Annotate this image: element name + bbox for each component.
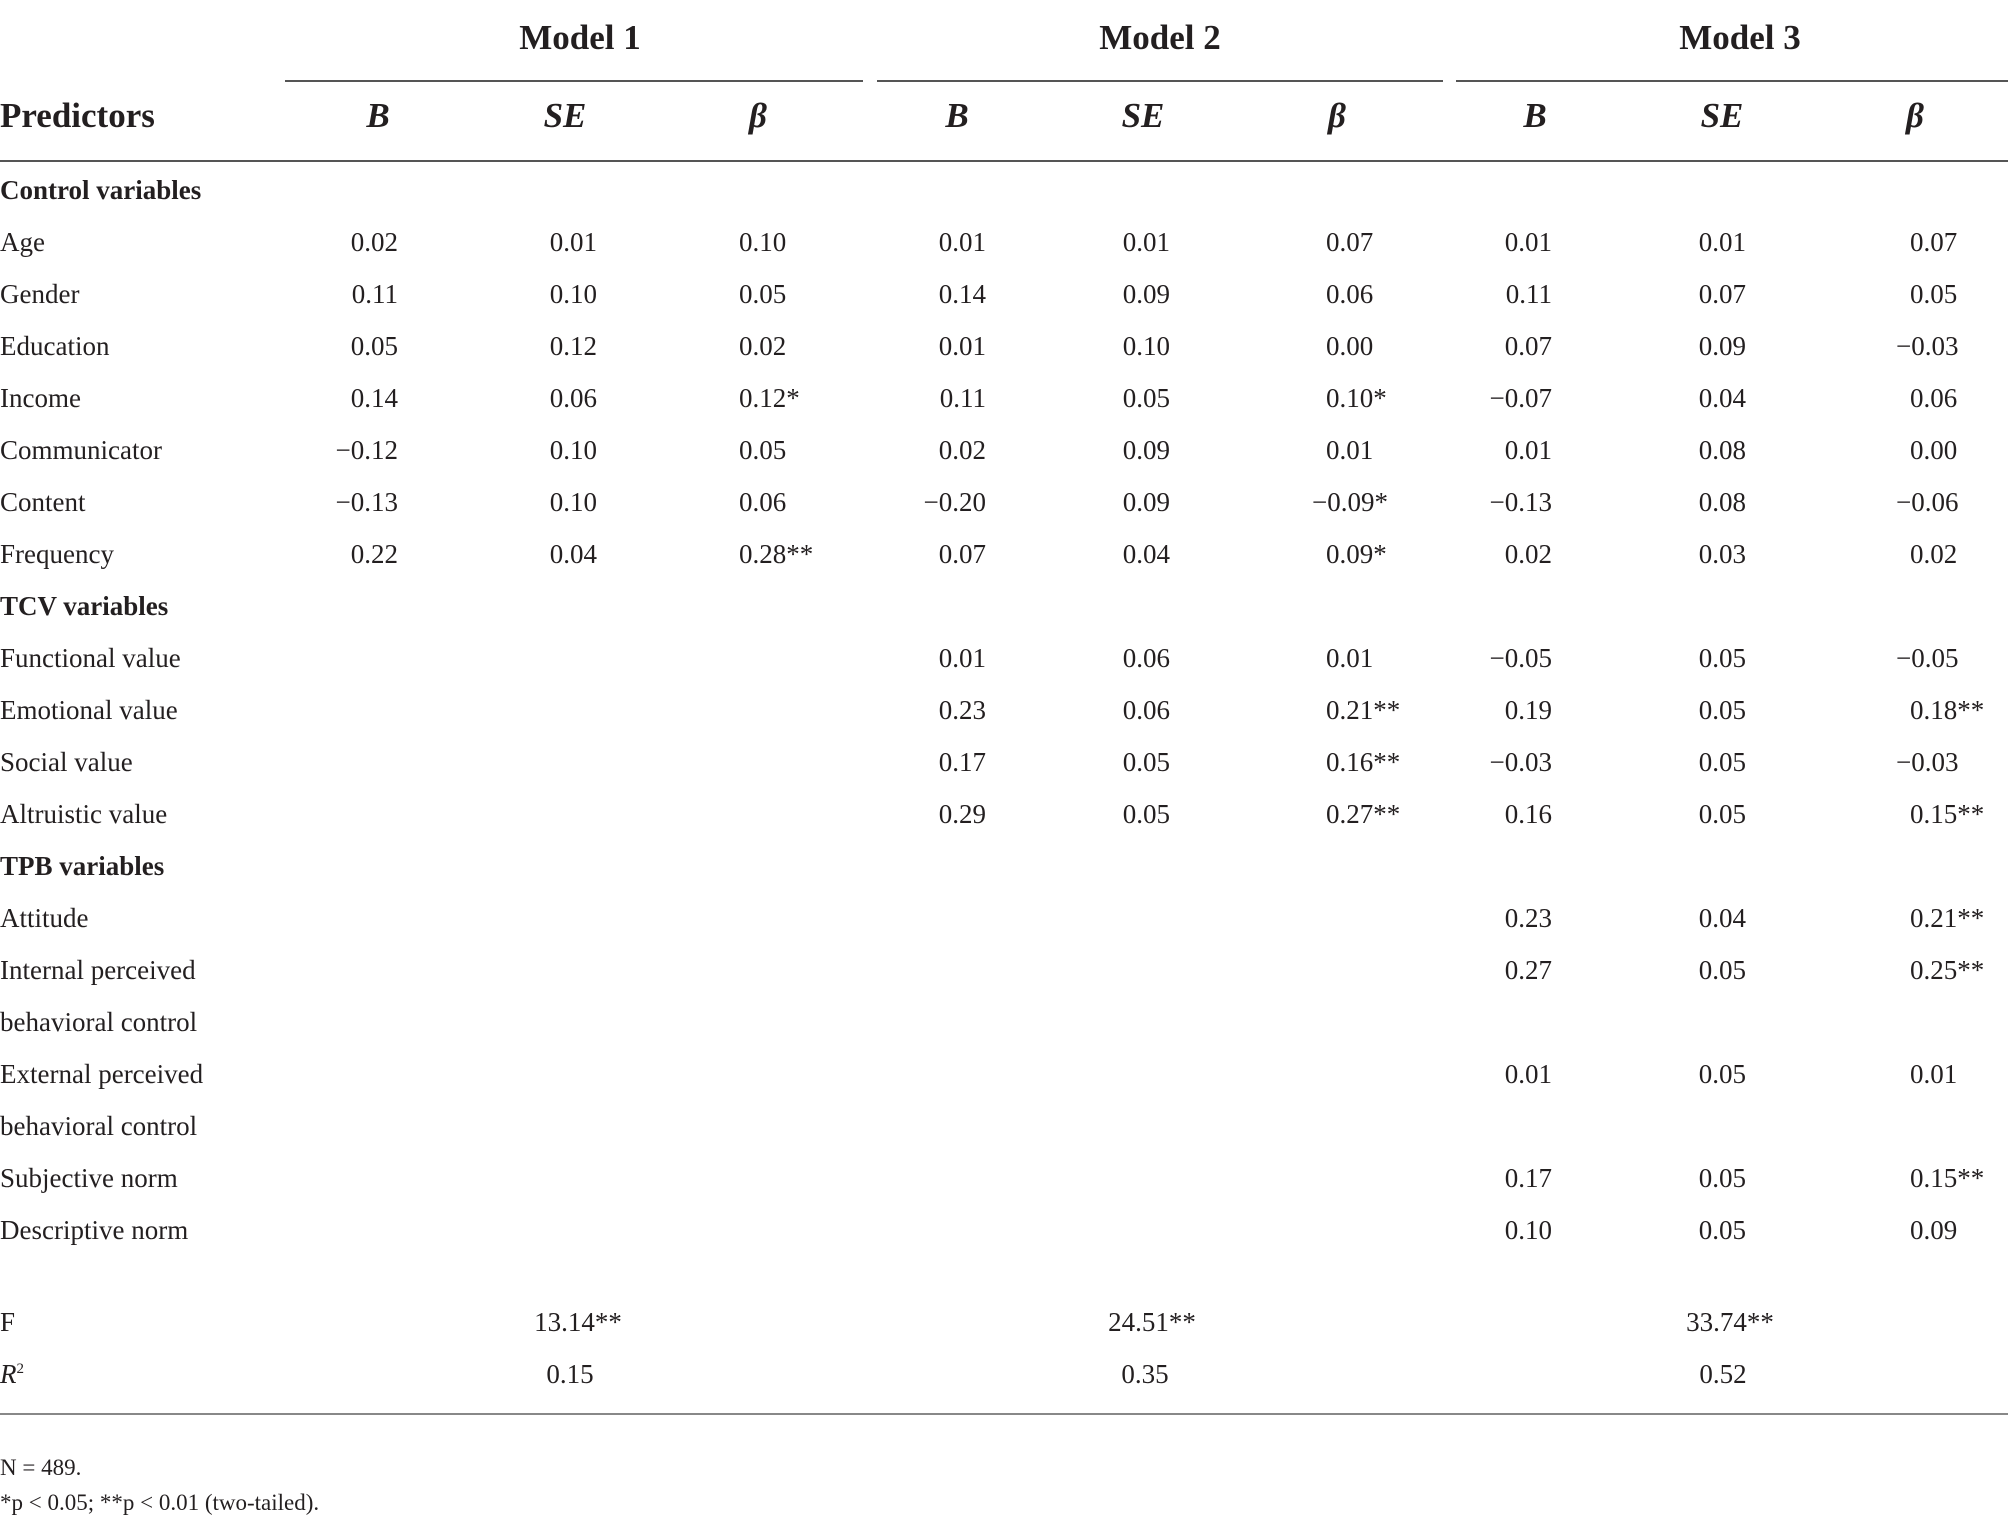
cell-beta-model-3: 0.18** [1910, 695, 1985, 725]
cell-se-model-2: 0.05 [1122, 383, 1170, 413]
r2-label: $R^2$ [0, 1359, 24, 1389]
cell-beta-model-2: 0.07 [1326, 227, 1374, 257]
cell-beta-model-3: 0.01 [1910, 1059, 1958, 1089]
cell-b-model-1: 0.05 [350, 331, 398, 361]
significance-note: *p < 0.05; **p < 0.01 (two-tailed). [0, 1490, 320, 1515]
row-label: Communicator [0, 435, 162, 465]
row-label: Income [0, 383, 81, 413]
row-label: Functional value [0, 643, 181, 673]
r2-row [0, 1349, 2008, 1401]
cell-se-model-3: 0.09 [1698, 331, 1746, 361]
sample-size-note: N = 489. [0, 1455, 82, 1480]
cell-b-model-3: 0.01 [1504, 1059, 1552, 1089]
model-3-header: Model 3 [1679, 18, 1801, 57]
table-row [0, 425, 2008, 477]
r2-value-model-3: 0.52 [1699, 1359, 1747, 1389]
cell-se-model-3: 0.08 [1698, 487, 1746, 517]
row-label: Age [0, 227, 45, 257]
cell-b-model-1: −0.13 [335, 487, 398, 517]
f-label: F [0, 1307, 16, 1337]
col-header-beta-model-3: β [1906, 96, 1924, 135]
cell-beta-model-3: −0.06 [1896, 487, 1959, 517]
cell-b-model-3: −0.13 [1489, 487, 1552, 517]
cell-se-model-2: 0.10 [1122, 331, 1170, 361]
cell-beta-model-3: 0.15** [1910, 799, 1985, 829]
cell-se-model-3: 0.05 [1698, 1215, 1746, 1245]
cell-b-model-3: 0.01 [1504, 435, 1552, 465]
cell-se-model-2: 0.09 [1122, 487, 1170, 517]
cell-se-model-3: 0.07 [1698, 279, 1746, 309]
model-2-header: Model 2 [1099, 18, 1221, 57]
section-row [0, 165, 2008, 217]
cell-se-model-3: 0.03 [1698, 539, 1746, 569]
cell-beta-model-2: 0.01 [1326, 435, 1374, 465]
cell-b-model-3: 0.17 [1504, 1163, 1552, 1193]
cell-se-model-2: 0.01 [1122, 227, 1170, 257]
f-value-model-3: 33.74** [1686, 1307, 1774, 1337]
cell-b-model-2: 0.23 [938, 695, 986, 725]
col-header-beta-model-2: β [1328, 96, 1346, 135]
cell-se-model-3: 0.05 [1698, 747, 1746, 777]
model-1-header: Model 1 [519, 18, 641, 57]
cell-b-model-3: −0.03 [1489, 747, 1552, 777]
table-row [0, 893, 2008, 945]
cell-beta-model-3: 0.25** [1910, 955, 1985, 985]
cell-beta-model-3: 0.05 [1910, 279, 1958, 309]
table-row [0, 529, 2008, 581]
cell-se-model-1: 0.01 [549, 227, 597, 257]
cell-b-model-1: 0.14 [350, 383, 398, 413]
table-row [0, 685, 2008, 737]
cell-b-model-2: 0.01 [938, 331, 986, 361]
table-row [0, 945, 2008, 997]
cell-beta-model-2: 0.16** [1326, 747, 1401, 777]
col-header-b-model-3: B [1523, 96, 1547, 135]
cell-b-model-3: −0.07 [1489, 383, 1552, 413]
cell-b-model-3: 0.10 [1504, 1215, 1552, 1245]
cell-b-model-2: 0.11 [939, 383, 986, 413]
section-label: Control variables [0, 175, 202, 205]
cell-beta-model-2: 0.09* [1326, 539, 1387, 569]
table-row [0, 633, 2008, 685]
f-value-model-2: 24.51** [1108, 1307, 1196, 1337]
cell-se-model-3: 0.04 [1698, 903, 1746, 933]
col-header-b-model-2: B [945, 96, 969, 135]
cell-se-model-3: 0.08 [1698, 435, 1746, 465]
cell-b-model-3: 0.11 [1505, 279, 1552, 309]
cell-b-model-3: 0.27 [1504, 955, 1552, 985]
cell-b-model-1: 0.02 [350, 227, 398, 257]
cell-beta-model-2: 0.21** [1326, 695, 1401, 725]
cell-beta-model-3: −0.03 [1896, 331, 1959, 361]
cell-beta-model-1: 0.05 [739, 435, 787, 465]
cell-se-model-2: 0.09 [1122, 279, 1170, 309]
bottom-rule [0, 1413, 2008, 1415]
cell-b-model-2: 0.29 [938, 799, 986, 829]
row-label: Altruistic value [0, 799, 168, 829]
cell-se-model-3: 0.05 [1698, 799, 1746, 829]
col-header-b-model-1: B [366, 96, 390, 135]
cell-se-model-3: 0.05 [1698, 1059, 1746, 1089]
cell-b-model-1: 0.11 [351, 279, 398, 309]
cell-b-model-3: −0.05 [1489, 643, 1552, 673]
cell-beta-model-2: 0.10* [1326, 383, 1387, 413]
cell-b-model-2: 0.02 [938, 435, 986, 465]
cell-se-model-3: 0.05 [1698, 1163, 1746, 1193]
cell-b-model-2: 0.01 [938, 643, 986, 673]
cell-beta-model-1: 0.28** [739, 539, 814, 569]
row-label: Content [0, 487, 86, 517]
col-header-se-model-2: SE [1121, 96, 1165, 135]
model-2-rule [877, 80, 1443, 82]
table-row [0, 997, 2008, 1049]
section-label: TPB variables [0, 851, 165, 881]
row-label: Descriptive norm [0, 1215, 189, 1245]
cell-beta-model-1: 0.05 [739, 279, 787, 309]
row-label: Attitude [0, 903, 89, 933]
cell-beta-model-3: −0.05 [1896, 643, 1959, 673]
table-row [0, 269, 2008, 321]
col-header-se-model-3: SE [1700, 96, 1744, 135]
row-label: behavioral control [0, 1007, 198, 1037]
f-value-model-1: 13.14** [534, 1307, 622, 1337]
cell-b-model-2: 0.01 [938, 227, 986, 257]
cell-beta-model-2: 0.00 [1326, 331, 1374, 361]
cell-b-model-2: 0.14 [938, 279, 986, 309]
predictors-header: Predictors [0, 96, 155, 135]
table-row [0, 737, 2008, 789]
cell-se-model-2: 0.04 [1122, 539, 1170, 569]
cell-beta-model-3: 0.06 [1910, 383, 1958, 413]
cell-se-model-1: 0.06 [549, 383, 597, 413]
table-row [0, 1205, 2008, 1257]
row-label: behavioral control [0, 1111, 198, 1141]
cell-beta-model-1: 0.02 [739, 331, 787, 361]
cell-b-model-2: 0.17 [938, 747, 986, 777]
table-row [0, 373, 2008, 425]
cell-beta-model-2: 0.01 [1326, 643, 1374, 673]
table-row [0, 217, 2008, 269]
row-label: Emotional value [0, 695, 178, 725]
table-row [0, 1153, 2008, 1205]
cell-beta-model-3: 0.09 [1910, 1215, 1958, 1245]
table-row [0, 477, 2008, 529]
cell-se-model-3: 0.05 [1698, 955, 1746, 985]
cell-se-model-1: 0.10 [549, 279, 597, 309]
cell-beta-model-3: 0.15** [1910, 1163, 1985, 1193]
cell-b-model-3: 0.23 [1504, 903, 1552, 933]
cell-b-model-1: −0.12 [335, 435, 398, 465]
table-row [0, 321, 2008, 373]
cell-b-model-3: 0.02 [1504, 539, 1552, 569]
cell-b-model-1: 0.22 [350, 539, 398, 569]
section-label: TCV variables [0, 591, 169, 621]
r2-value-model-2: 0.35 [1121, 1359, 1169, 1389]
cell-beta-model-3: −0.03 [1896, 747, 1959, 777]
cell-se-model-2: 0.06 [1122, 643, 1170, 673]
cell-b-model-2: −0.20 [923, 487, 986, 517]
model-1-rule [285, 80, 863, 82]
cell-se-model-2: 0.05 [1122, 747, 1170, 777]
model-3-rule [1456, 80, 2008, 82]
cell-beta-model-3: 0.07 [1910, 227, 1958, 257]
cell-se-model-2: 0.05 [1122, 799, 1170, 829]
cell-beta-model-3: 0.00 [1910, 435, 1958, 465]
cell-beta-model-3: 0.02 [1910, 539, 1958, 569]
cell-b-model-3: 0.07 [1504, 331, 1552, 361]
section-row [0, 841, 2008, 893]
cell-beta-model-1: 0.10 [739, 227, 787, 257]
row-label: Internal perceived [0, 955, 196, 985]
section-row [0, 581, 2008, 633]
row-label: Education [0, 331, 110, 361]
cell-se-model-3: 0.01 [1698, 227, 1746, 257]
col-header-se-model-1: SE [543, 96, 587, 135]
cell-se-model-3: 0.04 [1698, 383, 1746, 413]
row-label: Subjective norm [0, 1163, 178, 1193]
header-rule [0, 160, 2008, 162]
r2-value-model-1: 0.15 [546, 1359, 594, 1389]
f-row [0, 1297, 2008, 1349]
cell-beta-model-1: 0.06 [739, 487, 787, 517]
cell-beta-model-1: 0.12* [739, 383, 800, 413]
cell-se-model-1: 0.12 [549, 331, 597, 361]
cell-se-model-2: 0.06 [1122, 695, 1170, 725]
table-row [0, 789, 2008, 841]
cell-se-model-1: 0.04 [549, 539, 597, 569]
cell-se-model-3: 0.05 [1698, 695, 1746, 725]
cell-beta-model-2: 0.27** [1326, 799, 1401, 829]
table-row [0, 1049, 2008, 1101]
cell-se-model-3: 0.05 [1698, 643, 1746, 673]
cell-b-model-3: 0.16 [1504, 799, 1552, 829]
row-label: Social value [0, 747, 133, 777]
row-label: Frequency [0, 539, 114, 569]
cell-se-model-1: 0.10 [549, 487, 597, 517]
cell-se-model-1: 0.10 [549, 435, 597, 465]
cell-b-model-3: 0.01 [1504, 227, 1552, 257]
cell-se-model-2: 0.09 [1122, 435, 1170, 465]
table-row [0, 1101, 2008, 1153]
cell-beta-model-2: −0.09* [1312, 487, 1388, 517]
cell-beta-model-3: 0.21** [1910, 903, 1985, 933]
row-label: External perceived [0, 1059, 204, 1089]
cell-b-model-3: 0.19 [1504, 695, 1552, 725]
cell-beta-model-2: 0.06 [1326, 279, 1374, 309]
row-label: Gender [0, 279, 80, 309]
col-header-beta-model-1: β [749, 96, 767, 135]
cell-b-model-2: 0.07 [938, 539, 986, 569]
